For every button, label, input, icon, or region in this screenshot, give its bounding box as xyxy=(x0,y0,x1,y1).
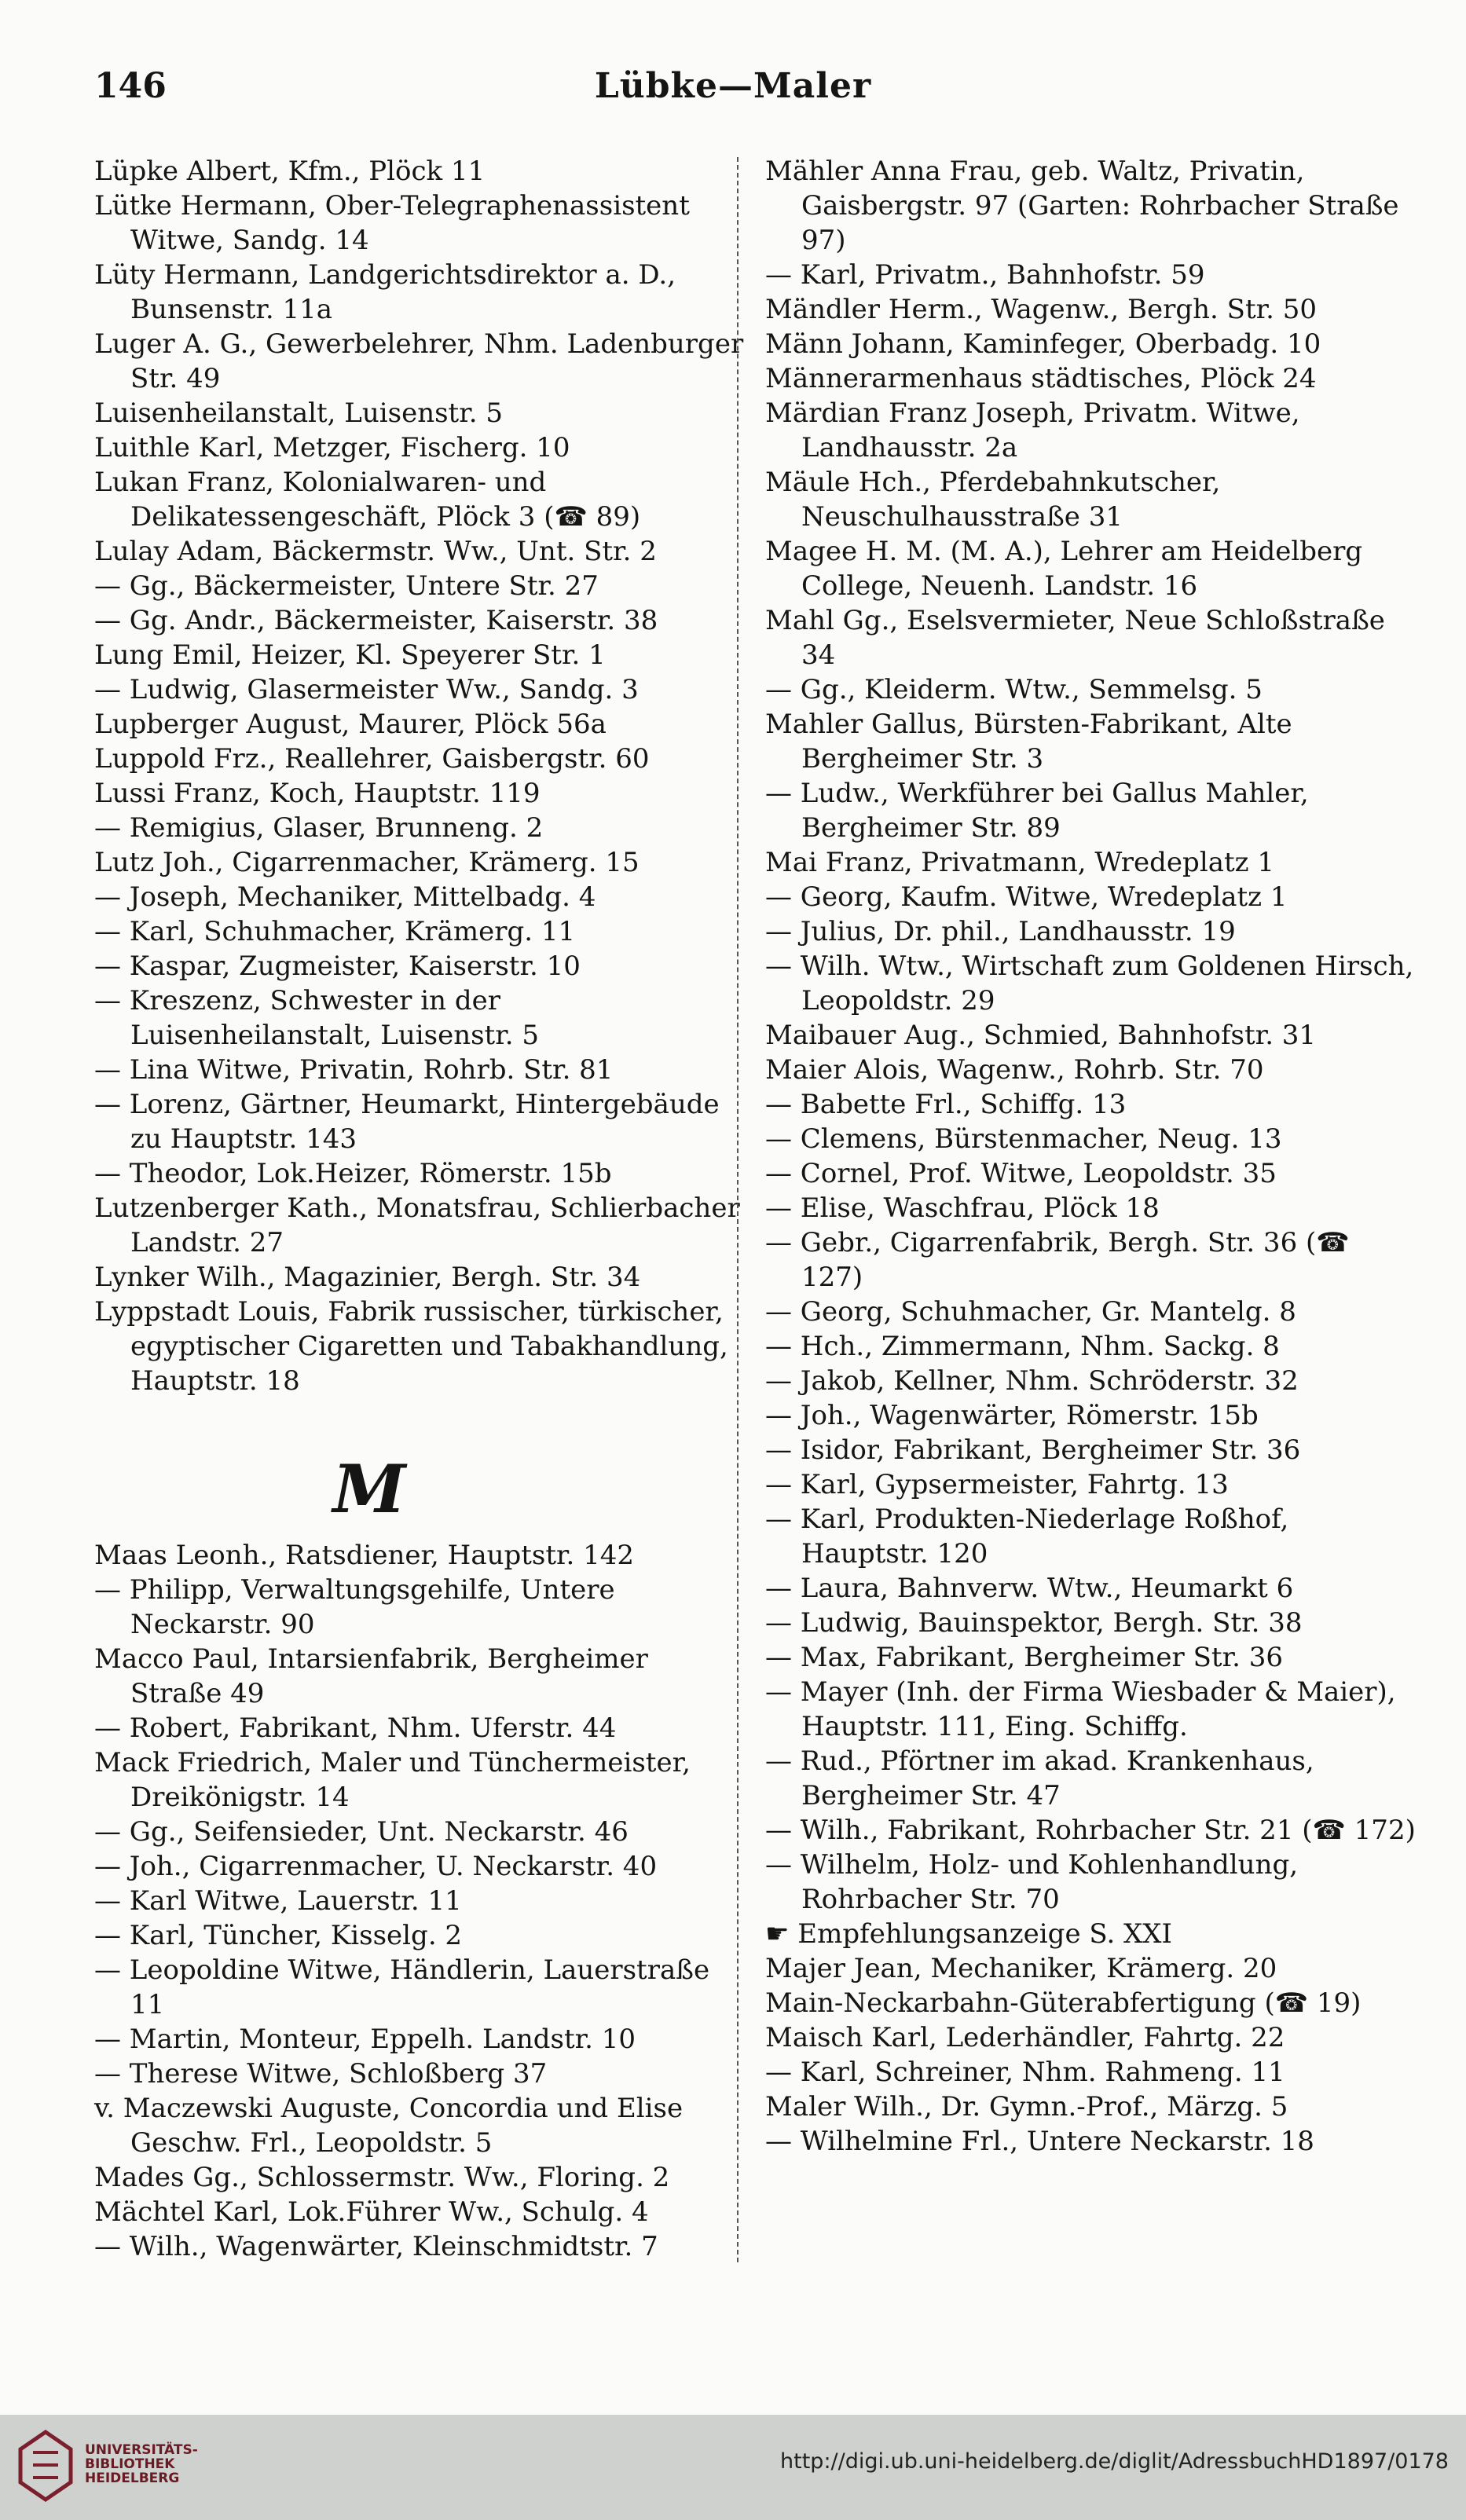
left-column-bottom xyxy=(94,1538,746,2264)
directory-entry: Mächtel Karl, Lok.Führer Ww., Schulg. 4 xyxy=(94,2196,649,2228)
library-logo-icon xyxy=(16,2429,75,2503)
directory-entry: Mai Franz, Privatmann, Wredeplatz 1 xyxy=(765,847,1274,878)
directory-entry: — Karl Witwe, Lauerstr. 11 xyxy=(94,1885,462,1917)
directory-entry: — Gg., Bäckermeister, Untere Str. 27 xyxy=(94,570,599,602)
directory-entry: Luisenheilanstalt, Luisenstr. 5 xyxy=(94,397,503,429)
column-divider xyxy=(737,157,738,2262)
directory-entry: — Joh., Wagenwärter, Römerstr. 15b xyxy=(765,1400,1259,1431)
directory-entry: — Kaspar, Zugmeister, Kaiserstr. 10 xyxy=(94,950,581,982)
directory-entry: — Clemens, Bürstenmacher, Neug. 13 xyxy=(765,1123,1282,1155)
directory-entry: — Karl, Privatm., Bahnhofstr. 59 xyxy=(765,259,1205,291)
directory-entry: — Wilhelm, Holz- und Kohlenhandlung, Rohrbacher Str. 70 xyxy=(765,1849,1299,1915)
directory-entry: — Rud., Pförtner im akad. Krankenhaus, Bergheimer Str. 47 xyxy=(765,1745,1314,1811)
directory-entry: — Wilh., Fabrikant, Rohrbacher Str. 21 (☎ 172) xyxy=(765,1815,1416,1846)
directory-entry: Mäule Hch., Pferdebahnkutscher, Neuschulhausstraße 31 xyxy=(765,467,1221,533)
directory-entry: Maler Wilh., Dr. Gymn.-Prof., Märzg. 5 xyxy=(765,2091,1288,2123)
directory-entry: — Leopoldine Witwe, Händlerin, Lauerstraße 11 xyxy=(94,1954,710,2020)
directory-entry: Majer Jean, Mechaniker, Krämerg. 20 xyxy=(765,1953,1277,1984)
directory-entry: — Gebr., Cigarrenfabrik, Bergh. Str. 36 (☎ 127) xyxy=(765,1227,1350,1293)
source-url-link[interactable]: http://digi.ub.uni-heidelberg.de/diglit/AdressbuchHD1897/0178 xyxy=(780,2449,1449,2474)
directory-entry: Mahl Gg., Eselsvermieter, Neue Schloßstraße 34 xyxy=(765,605,1385,671)
directory-entry: Mändler Herm., Wagenw., Bergh. Str. 50 xyxy=(765,294,1318,325)
directory-entry: — Kreszenz, Schwester in der Luisenheilanstalt, Luisenstr. 5 xyxy=(94,985,539,1051)
running-head: Lübke—Maler xyxy=(594,66,872,106)
directory-entry: Maier Alois, Wagenw., Rohrb. Str. 70 xyxy=(765,1054,1264,1086)
directory-entry: Lutzenberger Kath., Monatsfrau, Schlierbacher Landstr. 27 xyxy=(94,1192,740,1258)
directory-entry: Lung Emil, Heizer, Kl. Speyerer Str. 1 xyxy=(94,639,606,671)
directory-entry: — Ludw., Werkführer bei Gallus Mahler, Bergheimer Str. 89 xyxy=(765,778,1309,844)
footer-bar xyxy=(0,2415,1466,2520)
directory-entry: — Georg, Schuhmacher, Gr. Mantelg. 8 xyxy=(765,1296,1296,1328)
directory-entry: — Cornel, Prof. Witwe, Leopoldstr. 35 xyxy=(765,1158,1277,1189)
directory-entry: Mähler Anna Frau, geb. Waltz, Privatin, Gaisbergstr. 97 (Garten: Rohrbacher Straße 97) xyxy=(765,156,1399,256)
directory-entry: — Max, Fabrikant, Bergheimer Str. 36 xyxy=(765,1642,1283,1673)
directory-entry: — Wilhelmine Frl., Untere Neckarstr. 18 xyxy=(765,2126,1314,2157)
directory-entry: — Gg., Seifensieder, Unt. Neckarstr. 46 xyxy=(94,1816,629,1848)
directory-entry: Märdian Franz Joseph, Privatm. Witwe, Landhausstr. 2a xyxy=(765,397,1300,463)
directory-entry: Mahler Gallus, Bürsten-Fabrikant, Alte Bergheimer Str. 3 xyxy=(765,709,1292,775)
directory-entry: Maibauer Aug., Schmied, Bahnhofstr. 31 xyxy=(765,1020,1317,1051)
directory-entry: — Ludwig, Glasermeister Ww., Sandg. 3 xyxy=(94,674,639,705)
library-logo-text: UNIVERSITÄTS- BIBLIOTHEK HEIDELBERG xyxy=(85,2442,198,2486)
directory-entry: Mades Gg., Schlossermstr. Ww., Floring. 2 xyxy=(94,2162,670,2193)
directory-entry: Luger A. G., Gewerbelehrer, Nhm. Ladenburger Str. 49 xyxy=(94,328,744,394)
directory-entry: — Joh., Cigarrenmacher, U. Neckarstr. 40 xyxy=(94,1851,658,1882)
directory-entry: — Elise, Waschfrau, Plöck 18 xyxy=(765,1192,1160,1224)
directory-entry: — Ludwig, Bauinspektor, Bergh. Str. 38 xyxy=(765,1607,1303,1639)
directory-entry: — Gg. Andr., Bäckermeister, Kaiserstr. 38 xyxy=(94,605,658,636)
directory-entry: Luppold Frz., Reallehrer, Gaisbergstr. 60 xyxy=(94,743,650,775)
directory-entry: v. Maczewski Auguste, Concordia und Elise Geschw. Frl., Leopoldstr. 5 xyxy=(94,2093,684,2159)
directory-entry: Mack Friedrich, Maler und Tünchermeister, Dreikönigstr. 14 xyxy=(94,1747,691,1813)
left-column-top xyxy=(94,154,746,1398)
directory-entry: Lulay Adam, Bäckermstr. Ww., Unt. Str. 2 xyxy=(94,536,657,567)
directory-entry: Lutz Joh., Cigarrenmacher, Krämerg. 15 xyxy=(94,847,640,878)
directory-entry: — Laura, Bahnverw. Wtw., Heumarkt 6 xyxy=(765,1573,1294,1604)
directory-entry: — Lorenz, Gärtner, Heumarkt, Hintergebäude zu Hauptstr. 143 xyxy=(94,1089,720,1155)
directory-entry: — Karl, Tüncher, Kisselg. 2 xyxy=(94,1920,463,1951)
directory-entry: — Georg, Kaufm. Witwe, Wredeplatz 1 xyxy=(765,881,1288,913)
directory-entry: Lukan Franz, Kolonialwaren- und Delikatessengeschäft, Plöck 3 (☎ 89) xyxy=(94,467,641,533)
directory-entry: — Remigius, Glaser, Brunneng. 2 xyxy=(94,812,544,844)
directory-entry: Männerarmenhaus städtisches, Plöck 24 xyxy=(765,363,1317,394)
directory-entry: Lütke Hermann, Ober-Telegraphenassistent Witwe, Sandg. 14 xyxy=(94,190,690,256)
directory-entry: — Karl, Schuhmacher, Krämerg. 11 xyxy=(94,916,576,947)
directory-entry: Maas Leonh., Ratsdiener, Hauptstr. 142 xyxy=(94,1540,635,1571)
directory-entry: — Joseph, Mechaniker, Mittelbadg. 4 xyxy=(94,881,596,913)
directory-entry: Lupberger August, Maurer, Plöck 56a xyxy=(94,709,607,740)
right-column xyxy=(765,154,1417,2159)
directory-entry: Lüpke Albert, Kfm., Plöck 11 xyxy=(94,156,486,187)
directory-entry: — Karl, Schreiner, Nhm. Rahmeng. 11 xyxy=(765,2057,1285,2088)
directory-entry: — Isidor, Fabrikant, Bergheimer Str. 36 xyxy=(765,1434,1301,1466)
directory-entry: — Julius, Dr. phil., Landhausstr. 19 xyxy=(765,916,1236,947)
directory-entry: Lüty Hermann, Landgerichtsdirektor a. D., Bunsenstr. 11a xyxy=(94,259,676,325)
directory-entry: — Jakob, Kellner, Nhm. Schröderstr. 32 xyxy=(765,1365,1299,1397)
section-letter: M xyxy=(332,1450,406,1528)
directory-entry: Macco Paul, Intarsienfabrik, Bergheimer Straße 49 xyxy=(94,1643,648,1709)
directory-entry: Luithle Karl, Metzger, Fischerg. 10 xyxy=(94,432,570,463)
directory-entry: Lyppstadt Louis, Fabrik russischer, türkischer, egyptischer Cigaretten und Tabakhandlung, Hauptstr. 18 xyxy=(94,1296,728,1397)
directory-entry: — Babette Frl., Schiffg. 13 xyxy=(765,1089,1127,1120)
directory-entry: Magee H. M. (M. A.), Lehrer am Heidelberg College, Neuenh. Landstr. 16 xyxy=(765,536,1363,602)
directory-entry: — Gg., Kleiderm. Wtw., Semmelsg. 5 xyxy=(765,674,1263,705)
directory-entry: Maisch Karl, Lederhändler, Fahrtg. 22 xyxy=(765,2022,1285,2053)
directory-entry: Lussi Franz, Koch, Hauptstr. 119 xyxy=(94,778,541,809)
directory-entry: ☛ Empfehlungsanzeige S. XXI xyxy=(765,1918,1172,1950)
directory-entry: — Wilh., Wagenwärter, Kleinschmidtstr. 7 xyxy=(94,2231,658,2262)
directory-entry: — Karl, Gypsermeister, Fahrtg. 13 xyxy=(765,1469,1229,1500)
directory-entry: Main-Neckarbahn-Güterabfertigung (☎ 19) xyxy=(765,1987,1362,2019)
directory-entry: — Wilh. Wtw., Wirtschaft zum Goldenen Hirsch, Leopoldstr. 29 xyxy=(765,950,1414,1016)
directory-entry: Lynker Wilh., Magazinier, Bergh. Str. 34 xyxy=(94,1262,641,1293)
directory-entry: — Mayer (Inh. der Firma Wiesbader & Maier), Hauptstr. 111, Eing. Schiffg. xyxy=(765,1676,1396,1742)
directory-entry: — Karl, Produkten-Niederlage Roßhof, Hauptstr. 120 xyxy=(765,1504,1289,1570)
directory-entry: — Theodor, Lok.Heizer, Römerstr. 15b xyxy=(94,1158,612,1189)
directory-entry: Männ Johann, Kaminfeger, Oberbadg. 10 xyxy=(765,328,1321,360)
directory-entry: — Hch., Zimmermann, Nhm. Sackg. 8 xyxy=(765,1331,1280,1362)
directory-entry: — Martin, Monteur, Eppelh. Landstr. 10 xyxy=(94,2024,636,2055)
page-number: 146 xyxy=(94,66,167,106)
directory-entry: — Philipp, Verwaltungsgehilfe, Untere Neckarstr. 90 xyxy=(94,1574,615,1640)
directory-entry: — Therese Witwe, Schloßberg 37 xyxy=(94,2058,548,2090)
directory-entry: — Lina Witwe, Privatin, Rohrb. Str. 81 xyxy=(94,1054,614,1086)
directory-entry: — Robert, Fabrikant, Nhm. Uferstr. 44 xyxy=(94,1712,617,1744)
